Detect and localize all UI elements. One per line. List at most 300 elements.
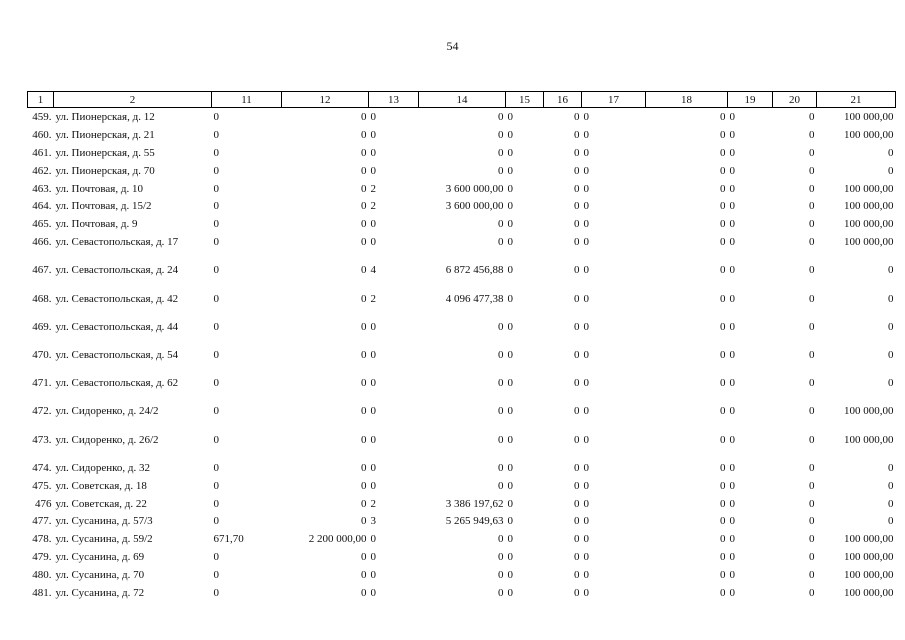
column-header-19: 19: [728, 92, 773, 108]
value-cell-col-15: 0: [507, 164, 513, 177]
value-cell-col-14: 3 600 000,00: [445, 182, 504, 195]
value-cell-col-18: 0: [720, 146, 726, 159]
value-cell-col-11: 0: [213, 377, 219, 390]
address-cell: ул. Советская, д. 18: [55, 479, 147, 492]
value-cell-col-15: 0: [507, 433, 513, 446]
value-cell-col-11: 0: [213, 292, 219, 305]
value-cell-col-14: 0: [498, 164, 504, 177]
value-cell-col-12: 0: [361, 586, 367, 599]
row-number: 465.: [32, 218, 52, 231]
row-number: 466.: [32, 236, 52, 249]
value-cell-col-11: 0: [213, 111, 219, 123]
value-cell-col-13: 0: [370, 348, 376, 361]
address-cell: ул. Пионерская, д. 21: [55, 128, 155, 141]
table-row: [28, 148, 896, 166]
value-cell-col-21: 100 000,00: [844, 200, 894, 213]
value-cell-col-15: 0: [507, 111, 513, 123]
value-cell-col-11: 0: [213, 164, 219, 177]
column-header-16: 16: [544, 92, 582, 108]
table-row: [28, 406, 896, 434]
value-cell-col-18: 0: [720, 200, 726, 213]
value-cell-col-16: 0: [574, 200, 580, 213]
value-cell-col-14: 5 265 949,63: [445, 515, 504, 528]
value-cell-col-20: 0: [809, 569, 815, 582]
value-cell-col-11: 0: [213, 128, 219, 141]
value-cell-col-21: 0: [888, 264, 894, 277]
value-cell-col-19: 0: [729, 433, 735, 446]
value-cell-col-13: 0: [370, 146, 376, 159]
value-cell-col-12: 0: [361, 111, 367, 123]
value-cell-col-11: 0: [213, 218, 219, 231]
value-cell-col-17: 0: [583, 377, 589, 390]
value-cell-col-17: 0: [583, 236, 589, 249]
value-cell-col-11: 0: [213, 236, 219, 249]
value-cell-col-16: 0: [574, 264, 580, 277]
value-cell-col-20: 0: [809, 146, 815, 159]
row-number: 476: [35, 497, 52, 510]
value-cell-col-16: 0: [574, 320, 580, 333]
value-cell-col-15: 0: [507, 182, 513, 195]
value-cell-col-15: 0: [507, 292, 513, 305]
value-cell-col-18: 0: [720, 111, 726, 123]
address-cell: ул. Сусанина, д. 72: [55, 586, 145, 599]
value-cell-col-12: 2 200 000,00: [308, 533, 367, 546]
value-cell-col-19: 0: [729, 405, 735, 418]
value-cell-col-13: 0: [370, 551, 376, 564]
value-cell-col-16: 0: [574, 182, 580, 195]
value-cell-col-20: 0: [809, 405, 815, 418]
value-cell-col-18: 0: [720, 586, 726, 599]
value-cell-col-21: 0: [888, 292, 894, 305]
value-cell-col-12: 0: [361, 377, 367, 390]
value-cell-col-13: 0: [370, 377, 376, 390]
table-row: [28, 265, 896, 293]
address-cell: ул. Севастопольская, д. 42: [55, 292, 179, 305]
row-number: 480.: [32, 569, 52, 582]
value-cell-col-18: 0: [720, 515, 726, 528]
value-cell-col-20: 0: [809, 433, 815, 446]
value-cell-col-14: 0: [498, 551, 504, 564]
value-cell-col-11: 0: [213, 405, 219, 418]
value-cell-col-14: 6 872 456,88: [445, 264, 504, 277]
value-cell-col-19: 0: [729, 292, 735, 305]
table-row: [28, 534, 896, 552]
value-cell-col-21: 100 000,00: [844, 218, 894, 231]
value-cell-col-21: 0: [888, 348, 894, 361]
value-cell-col-19: 0: [729, 348, 735, 361]
value-cell-col-18: 0: [720, 348, 726, 361]
value-cell-col-20: 0: [809, 551, 815, 564]
row-number: 473.: [32, 433, 52, 446]
value-cell-col-13: 2: [370, 200, 376, 213]
table-row: [28, 552, 896, 570]
value-cell-col-14: 3 600 000,00: [445, 200, 504, 213]
row-number: 463.: [32, 182, 52, 195]
value-cell-col-14: 0: [498, 128, 504, 141]
table-row: [28, 378, 896, 406]
value-cell-col-16: 0: [574, 377, 580, 390]
column-header-12: 12: [282, 92, 369, 108]
table-row: [28, 294, 896, 322]
value-cell-col-21: 100 000,00: [844, 182, 894, 195]
value-cell-col-11: 671,70: [213, 533, 244, 546]
value-cell-col-16: 0: [574, 569, 580, 582]
value-cell-col-17: 0: [583, 146, 589, 159]
value-cell-col-11: 0: [213, 479, 219, 492]
address-cell: ул. Пионерская, д. 70: [55, 164, 155, 177]
value-cell-col-15: 0: [507, 377, 513, 390]
value-cell-col-21: 100 000,00: [844, 236, 894, 249]
table-row: [28, 322, 896, 350]
value-cell-col-18: 0: [720, 236, 726, 249]
address-cell: ул. Севастопольская, д. 24: [55, 264, 179, 277]
row-number: 464.: [32, 200, 52, 213]
value-cell-col-19: 0: [729, 586, 735, 599]
value-cell-col-13: 0: [370, 218, 376, 231]
value-cell-col-13: 0: [370, 405, 376, 418]
value-cell-col-17: 0: [583, 164, 589, 177]
value-cell-col-21: 100 000,00: [844, 533, 894, 546]
value-cell-col-18: 0: [720, 292, 726, 305]
address-cell: ул. Почтовая, д. 9: [55, 218, 138, 231]
value-cell-col-20: 0: [809, 236, 815, 249]
value-cell-col-14: 3 386 197,62: [445, 497, 504, 510]
value-cell-col-17: 0: [583, 461, 589, 474]
value-cell-col-20: 0: [809, 218, 815, 231]
value-cell-col-20: 0: [809, 182, 815, 195]
table-row: [28, 463, 896, 481]
row-number: 477.: [32, 515, 52, 528]
value-cell-col-21: 0: [888, 164, 894, 177]
address-cell: ул. Сидоренко, д. 32: [55, 461, 150, 474]
value-cell-col-11: 0: [213, 433, 219, 446]
value-cell-col-17: 0: [583, 111, 589, 123]
value-cell-col-13: 3: [370, 515, 376, 528]
value-cell-col-20: 0: [809, 586, 815, 599]
value-cell-col-13: 0: [370, 433, 376, 446]
row-number: 471.: [32, 377, 52, 390]
value-cell-col-18: 0: [720, 264, 726, 277]
value-cell-col-15: 0: [507, 569, 513, 582]
value-cell-col-21: 100 000,00: [844, 569, 894, 582]
table-row: [28, 184, 896, 202]
value-cell-col-14: 0: [498, 348, 504, 361]
value-cell-col-16: 0: [574, 146, 580, 159]
value-cell-col-19: 0: [729, 146, 735, 159]
value-cell-col-16: 0: [574, 461, 580, 474]
value-cell-col-18: 0: [720, 533, 726, 546]
column-header-14: 14: [419, 92, 506, 108]
table-row: [28, 201, 896, 219]
value-cell-col-16: 0: [574, 479, 580, 492]
table-row: [28, 130, 896, 148]
table-row: [28, 588, 896, 606]
value-cell-col-13: 0: [370, 533, 376, 546]
value-cell-col-12: 0: [361, 236, 367, 249]
value-cell-col-17: 0: [583, 515, 589, 528]
address-cell: ул. Сусанина, д. 57/3: [55, 515, 153, 528]
table-row: [28, 237, 896, 265]
address-cell: ул. Сидоренко, д. 24/2: [55, 405, 159, 418]
row-number: 478.: [32, 533, 52, 546]
value-cell-col-11: 0: [213, 461, 219, 474]
value-cell-col-20: 0: [809, 479, 815, 492]
row-number: 459.: [32, 111, 52, 123]
value-cell-col-17: 0: [583, 182, 589, 195]
data-table: [27, 91, 896, 606]
column-header-21: 21: [817, 92, 896, 108]
value-cell-col-11: 0: [213, 515, 219, 528]
value-cell-col-15: 0: [507, 128, 513, 141]
value-cell-col-12: 0: [361, 182, 367, 195]
value-cell-col-17: 0: [583, 264, 589, 277]
value-cell-col-12: 0: [361, 551, 367, 564]
row-number: 479.: [32, 551, 52, 564]
value-cell-col-17: 0: [583, 586, 589, 599]
value-cell-col-18: 0: [720, 479, 726, 492]
value-cell-col-16: 0: [574, 218, 580, 231]
value-cell-col-17: 0: [583, 479, 589, 492]
value-cell-col-16: 0: [574, 497, 580, 510]
value-cell-col-20: 0: [809, 461, 815, 474]
value-cell-col-17: 0: [583, 569, 589, 582]
row-number: 475.: [32, 479, 52, 492]
value-cell-col-20: 0: [809, 292, 815, 305]
value-cell-col-14: 0: [498, 377, 504, 390]
value-cell-col-13: 4: [370, 264, 376, 277]
value-cell-col-18: 0: [720, 569, 726, 582]
value-cell-col-15: 0: [507, 586, 513, 599]
address-cell: ул. Пионерская, д. 12: [55, 111, 155, 123]
row-number: 467.: [32, 264, 52, 277]
value-cell-col-19: 0: [729, 128, 735, 141]
value-cell-col-20: 0: [809, 497, 815, 510]
value-cell-col-12: 0: [361, 461, 367, 474]
value-cell-col-13: 0: [370, 479, 376, 492]
value-cell-col-14: 0: [498, 479, 504, 492]
value-cell-col-17: 0: [583, 433, 589, 446]
value-cell-col-13: 0: [370, 320, 376, 333]
value-cell-col-19: 0: [729, 533, 735, 546]
column-header-17: 17: [582, 92, 646, 108]
value-cell-col-18: 0: [720, 461, 726, 474]
value-cell-col-12: 0: [361, 479, 367, 492]
value-cell-col-11: 0: [213, 320, 219, 333]
value-cell-col-17: 0: [583, 348, 589, 361]
value-cell-col-11: 0: [213, 497, 219, 510]
value-cell-col-20: 0: [809, 164, 815, 177]
value-cell-col-13: 2: [370, 497, 376, 510]
value-cell-col-13: 0: [370, 164, 376, 177]
column-header-18: 18: [646, 92, 728, 108]
value-cell-col-19: 0: [729, 569, 735, 582]
value-cell-col-17: 0: [583, 128, 589, 141]
value-cell-col-16: 0: [574, 551, 580, 564]
value-cell-col-17: 0: [583, 320, 589, 333]
value-cell-col-18: 0: [720, 405, 726, 418]
column-header-11: 11: [212, 92, 282, 108]
value-cell-col-16: 0: [574, 111, 580, 123]
value-cell-col-12: 0: [361, 405, 367, 418]
address-cell: ул. Почтовая, д. 15/2: [55, 200, 152, 213]
value-cell-col-13: 0: [370, 586, 376, 599]
value-cell-col-15: 0: [507, 551, 513, 564]
table-row: [28, 219, 896, 237]
value-cell-col-12: 0: [361, 497, 367, 510]
value-cell-col-21: 100 000,00: [844, 586, 894, 599]
address-cell: ул. Почтовая, д. 10: [55, 182, 143, 195]
value-cell-col-21: 100 000,00: [844, 128, 894, 141]
table-row: [28, 350, 896, 378]
address-cell: ул. Пионерская, д. 55: [55, 146, 155, 159]
value-cell-col-19: 0: [729, 164, 735, 177]
value-cell-col-15: 0: [507, 200, 513, 213]
value-cell-col-21: 0: [888, 461, 894, 474]
value-cell-col-12: 0: [361, 218, 367, 231]
column-header-1: 1: [28, 92, 54, 108]
value-cell-col-11: 0: [213, 551, 219, 564]
address-cell: ул. Сидоренко, д. 26/2: [55, 433, 159, 446]
value-cell-col-12: 0: [361, 292, 367, 305]
column-header-2: 2: [54, 92, 212, 108]
value-cell-col-21: 100 000,00: [844, 551, 894, 564]
value-cell-col-16: 0: [574, 586, 580, 599]
value-cell-col-20: 0: [809, 128, 815, 141]
value-cell-col-13: 0: [370, 569, 376, 582]
table-row: [28, 481, 896, 499]
value-cell-col-13: 0: [370, 128, 376, 141]
value-cell-col-18: 0: [720, 182, 726, 195]
value-cell-col-16: 0: [574, 533, 580, 546]
value-cell-col-17: 0: [583, 497, 589, 510]
row-number: 460.: [32, 128, 52, 141]
value-cell-col-21: 100 000,00: [844, 433, 894, 446]
value-cell-col-12: 0: [361, 348, 367, 361]
address-cell: ул. Севастопольская, д. 62: [55, 377, 179, 390]
table-row: [28, 499, 896, 517]
value-cell-col-12: 0: [361, 200, 367, 213]
value-cell-col-11: 0: [213, 200, 219, 213]
value-cell-col-20: 0: [809, 533, 815, 546]
value-cell-col-19: 0: [729, 182, 735, 195]
address-cell: ул. Сусанина, д. 69: [55, 551, 145, 564]
value-cell-col-12: 0: [361, 164, 367, 177]
table-body: [28, 108, 896, 606]
value-cell-col-18: 0: [720, 128, 726, 141]
value-cell-col-15: 0: [507, 497, 513, 510]
row-number: 470.: [32, 348, 52, 361]
value-cell-col-16: 0: [574, 515, 580, 528]
value-cell-col-19: 0: [729, 218, 735, 231]
value-cell-col-17: 0: [583, 292, 589, 305]
value-cell-col-20: 0: [809, 348, 815, 361]
value-cell-col-14: 0: [498, 111, 504, 123]
value-cell-col-12: 0: [361, 433, 367, 446]
value-cell-col-19: 0: [729, 236, 735, 249]
value-cell-col-11: 0: [213, 348, 219, 361]
value-cell-col-16: 0: [574, 128, 580, 141]
value-cell-col-20: 0: [809, 264, 815, 277]
value-cell-col-17: 0: [583, 405, 589, 418]
value-cell-col-18: 0: [720, 377, 726, 390]
value-cell-col-13: 2: [370, 182, 376, 195]
address-cell: ул. Сусанина, д. 70: [55, 569, 145, 582]
value-cell-col-17: 0: [583, 551, 589, 564]
value-cell-col-16: 0: [574, 433, 580, 446]
value-cell-col-21: 0: [888, 497, 894, 510]
address-cell: ул. Севастопольская, д. 17: [55, 236, 179, 249]
value-cell-col-14: 0: [498, 236, 504, 249]
table-row: [28, 516, 896, 534]
row-number: 469.: [32, 320, 52, 333]
column-header-20: 20: [773, 92, 817, 108]
value-cell-col-19: 0: [729, 515, 735, 528]
value-cell-col-15: 0: [507, 515, 513, 528]
value-cell-col-14: 0: [498, 433, 504, 446]
value-cell-col-18: 0: [720, 218, 726, 231]
value-cell-col-19: 0: [729, 479, 735, 492]
row-number: 468.: [32, 292, 52, 305]
value-cell-col-14: 0: [498, 533, 504, 546]
row-number: 461.: [32, 146, 52, 159]
value-cell-col-15: 0: [507, 218, 513, 231]
value-cell-col-19: 0: [729, 264, 735, 277]
row-number: 481.: [32, 586, 52, 599]
value-cell-col-12: 0: [361, 569, 367, 582]
value-cell-col-18: 0: [720, 164, 726, 177]
value-cell-col-13: 0: [370, 111, 376, 123]
value-cell-col-20: 0: [809, 200, 815, 213]
page-number: 54: [446, 39, 459, 53]
value-cell-col-14: 0: [498, 586, 504, 599]
value-cell-col-15: 0: [507, 479, 513, 492]
value-cell-col-18: 0: [720, 551, 726, 564]
value-cell-col-14: 0: [498, 569, 504, 582]
value-cell-col-20: 0: [809, 320, 815, 333]
column-header-13: 13: [369, 92, 419, 108]
value-cell-col-17: 0: [583, 200, 589, 213]
value-cell-col-16: 0: [574, 164, 580, 177]
column-header-15: 15: [506, 92, 544, 108]
table-row: [28, 435, 896, 463]
row-number: 472.: [32, 405, 52, 418]
value-cell-col-11: 0: [213, 146, 219, 159]
value-cell-col-21: 0: [888, 146, 894, 159]
address-cell: ул. Севастопольская, д. 54: [55, 348, 179, 361]
table-row: [28, 108, 896, 130]
value-cell-col-13: 0: [370, 236, 376, 249]
value-cell-col-18: 0: [720, 433, 726, 446]
value-cell-col-21: 0: [888, 320, 894, 333]
value-cell-col-17: 0: [583, 533, 589, 546]
value-cell-col-20: 0: [809, 515, 815, 528]
value-cell-col-11: 0: [213, 569, 219, 582]
value-cell-col-21: 100 000,00: [844, 111, 894, 123]
value-cell-col-14: 0: [498, 218, 504, 231]
header-row: [28, 92, 896, 108]
value-cell-col-19: 0: [729, 377, 735, 390]
value-cell-col-15: 0: [507, 533, 513, 546]
value-cell-col-15: 0: [507, 461, 513, 474]
value-cell-col-19: 0: [729, 551, 735, 564]
value-cell-col-14: 0: [498, 461, 504, 474]
value-cell-col-21: 100 000,00: [844, 405, 894, 418]
row-number: 462.: [32, 164, 52, 177]
value-cell-col-11: 0: [213, 264, 219, 277]
value-cell-col-15: 0: [507, 405, 513, 418]
value-cell-col-19: 0: [729, 200, 735, 213]
value-cell-col-14: 0: [498, 320, 504, 333]
